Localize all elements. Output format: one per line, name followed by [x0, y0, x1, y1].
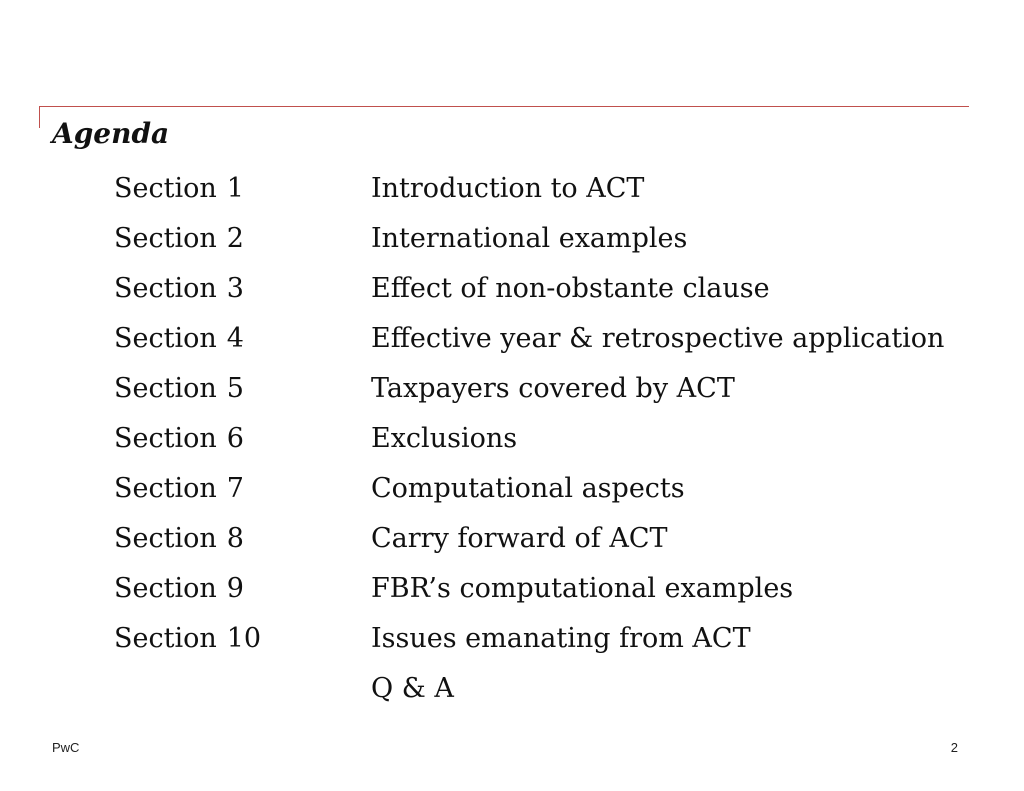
- section-label: Section 3: [114, 272, 244, 304]
- section-topic: Taxpayers covered by ACT: [371, 372, 735, 404]
- slide-title: Agenda: [52, 117, 170, 150]
- agenda-item: [114, 363, 994, 413]
- section-label: Section 5: [114, 372, 244, 404]
- page-number: 2: [950, 740, 958, 755]
- section-label: Section 2: [114, 222, 244, 254]
- agenda-item: [114, 263, 994, 313]
- section-topic: Issues emanating from ACT: [371, 623, 751, 655]
- agenda-item: [114, 413, 994, 463]
- footer-brand: PwC: [52, 740, 80, 755]
- agenda-item: [114, 313, 994, 363]
- agenda-item: [114, 564, 994, 614]
- section-topic: Carry forward of ACT: [371, 523, 668, 555]
- section-topic: Computational aspects: [371, 473, 685, 505]
- agenda-item: [114, 614, 994, 664]
- section-topic: FBR’s computational examples: [371, 573, 794, 605]
- section-label: Section 8: [114, 523, 244, 555]
- section-label: Section 7: [114, 473, 244, 505]
- header-rule: [39, 106, 969, 107]
- section-topic: Q & A: [371, 673, 454, 705]
- section-label: Section 6: [114, 423, 244, 455]
- agenda-item: [114, 213, 994, 263]
- agenda-item: [114, 514, 994, 564]
- section-topic: Introduction to ACT: [371, 172, 645, 204]
- section-label: Section 9: [114, 573, 244, 605]
- agenda-list: [114, 163, 994, 714]
- section-topic: Exclusions: [371, 423, 518, 455]
- section-label: Section 4: [114, 322, 244, 354]
- agenda-item: [114, 163, 994, 213]
- agenda-item: [114, 464, 994, 514]
- agenda-item: [114, 664, 994, 714]
- section-topic: International examples: [371, 222, 688, 254]
- section-label: Section 1: [114, 172, 244, 204]
- header-rule-tick: [39, 106, 40, 128]
- section-topic: Effect of non-obstante clause: [371, 272, 770, 304]
- section-label: Section 10: [114, 623, 262, 655]
- section-label: [114, 673, 371, 704]
- section-topic: Effective year & retrospective application: [371, 322, 945, 354]
